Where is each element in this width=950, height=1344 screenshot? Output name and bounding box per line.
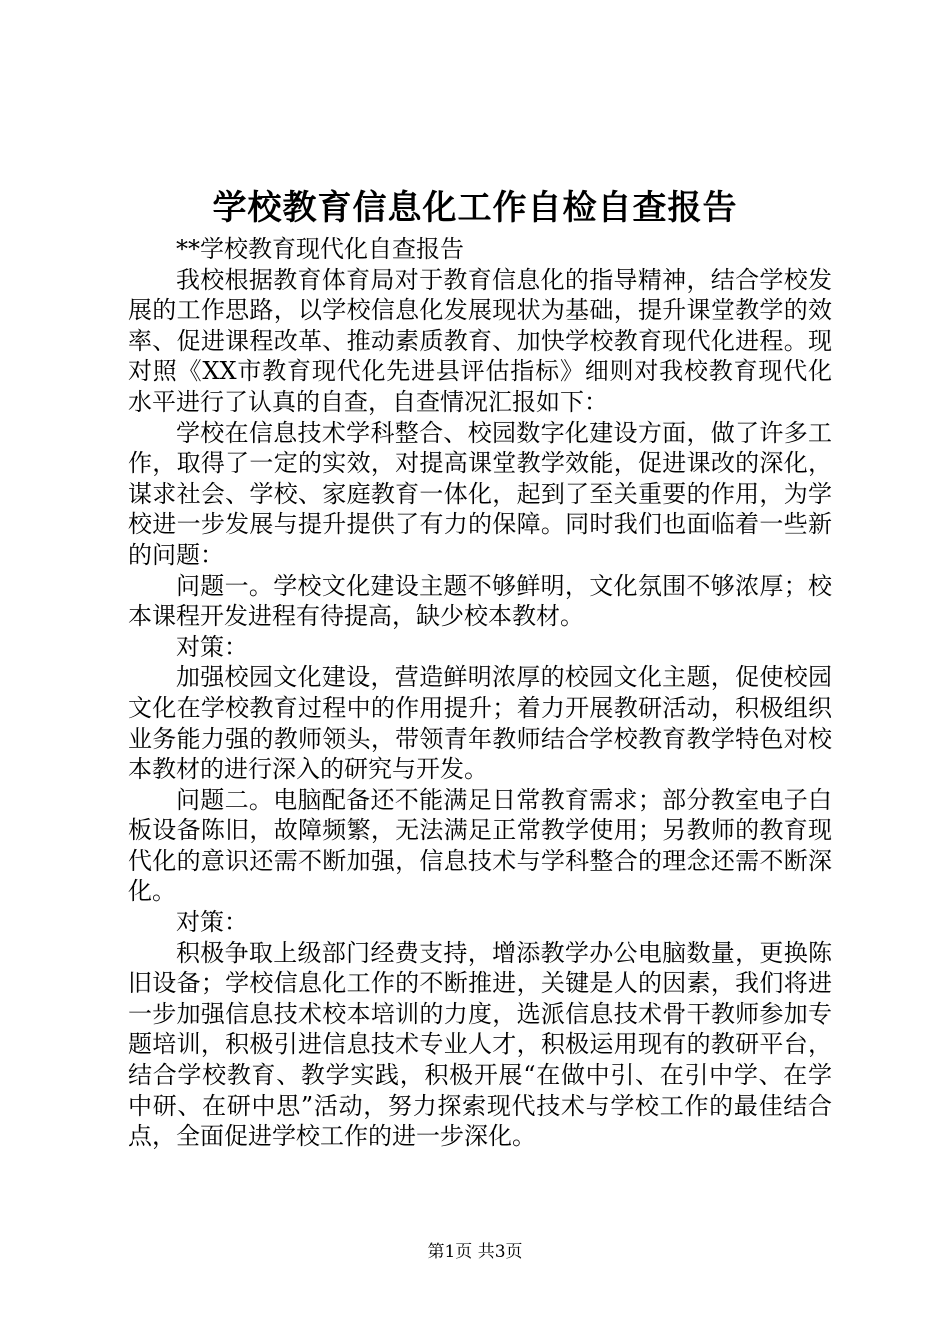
subtitle-paragraph: **学校教育现代化自查报告 (176, 235, 464, 263)
countermeasure-one-paragraph: 加强校园文化建设，营造鲜明浓厚的校园文化主题，促使校园文化在学校教育过程中的作用提升；着力开展教研活动，积极组织业务能力强的教师领头，带领青年教师结合学校教育教学特色对校本教材的进行深入的研究与开发。 (128, 663, 832, 784)
intro-paragraph: 我校根据教育体育局对于教育信息化的指导精神，结合学校发展的工作思路，以学校信息化发展现状为基础，提升课堂教学的效率、促进课程改革、推动素质教育、加快学校教育现代化进程。现对照《XX市教育现代化先进县评估指标》细则对我校教育现代化水平进行了认真的自查，自查情况汇报如下： (128, 265, 832, 416)
countermeasure-label-two: 对策： (176, 908, 248, 937)
document-body (128, 234, 832, 1152)
document-title: 学校教育信息化工作自检自查报告 (212, 188, 738, 228)
achievement-paragraph: 学校在信息技术学科整合、校园数字化建设方面，做了许多工作，取得了一定的实效，对提高课堂教学效能，促进课改的深化，谋求社会、学校、家庭教育一体化，起到了至关重要的作用，为学校进一步发展与提升提供了有力的保障。同时我们也面临着一些新的问题： (128, 418, 832, 569)
page-number-footer: 第1页 共3页 (427, 1242, 523, 1262)
problem-one-paragraph: 问题一。学校文化建设主题不够鲜明，文化氛围不够浓厚；校本课程开发进程有待提高，缺少校本教材。 (128, 571, 832, 631)
countermeasure-two-paragraph: 积极争取上级部门经费支持，增添教学办公电脑数量，更换陈旧设备；学校信息化工作的不断推进，关键是人的因素，我们将进一步加强信息技术校本培训的力度，选派信息技术骨干教师参加专题培训，积极引进信息技术专业人才，积极运用现有的教研平台，结合学校教育、教学实践，积极开展“在做中引、在引中学、在学中研、在研中思”活动，努力探索现代技术与学校工作的最佳结合点，全面促进学校工作的进一步深化。 (128, 938, 832, 1151)
countermeasure-label-one: 对策： (176, 632, 248, 661)
problem-two-paragraph: 问题二。电脑配备还不能满足日常教育需求；部分教室电子白板设备陈旧，故障频繁，无法满足正常教学使用；另教师的教育现代化的意识还需不断加强，信息技术与学科整合的理念还需不断深化。 (128, 785, 832, 906)
